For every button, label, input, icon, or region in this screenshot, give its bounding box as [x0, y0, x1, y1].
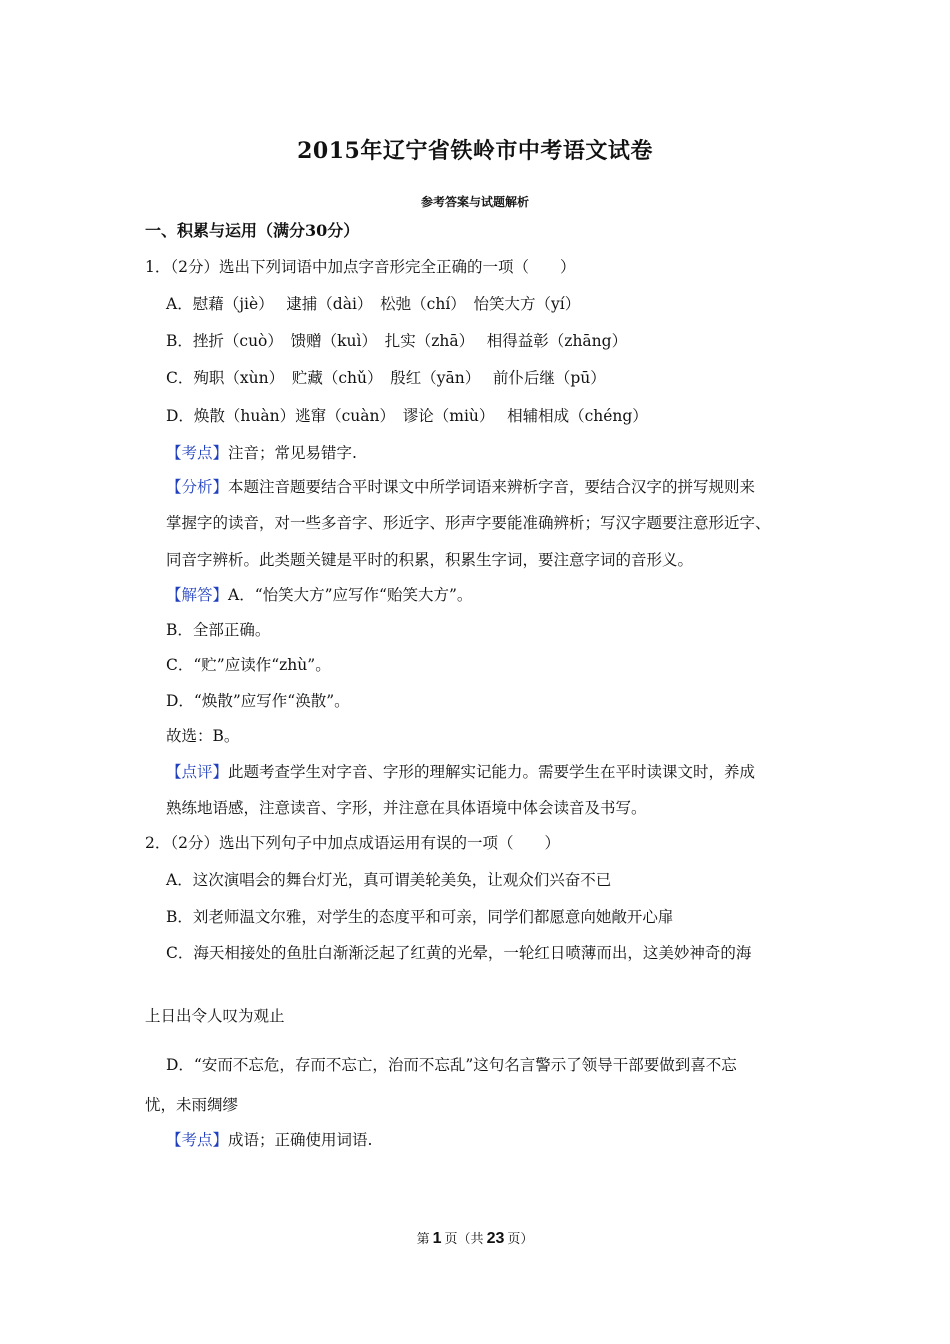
q1-jieda-line-1 [166, 585, 472, 605]
question-2-option-d-line-2: 忧，未雨绸缪 [145, 1096, 239, 1114]
q1-jieda-line-4: D．“焕散”应写作“涣散”。 [166, 692, 350, 710]
jieda-tag: 【解答】 [166, 586, 229, 604]
footer-suffix: 页） [507, 1232, 534, 1247]
question-2-option-c-line-1: C．海天相接处的鱼肚白渐渐泛起了红黄的光晕，一轮红日喷薄而出，这美妙神奇的海 [166, 944, 752, 962]
page-footer [0, 1228, 950, 1248]
question-1-option-b: B．挫折（cuò） 馈赠（kuì） 扎实（zhā） 相得益彰（zhāng） [166, 332, 628, 350]
question-1-stem: 1．（2分）选出下列词语中加点字音形完全正确的一项（ ） [145, 258, 576, 276]
kaodian-tag: 【考点】 [166, 1131, 229, 1149]
q1-fenxi-line-2: 掌握字的读音，对一些多音字、形近字、形声字要能准确辨析；写汉字题要注意形近字、 [166, 514, 771, 532]
question-2-option-b: B．刘老师温文尔雅，对学生的态度平和可亲，同学们都愿意向她敞开心扉 [166, 908, 674, 926]
question-2-stem: 2．（2分）选出下列句子中加点成语运用有误的一项（ ） [145, 834, 560, 852]
q1-dianping-line-1 [166, 762, 755, 782]
fenxi-text: 本题注音题要结合平时课文中所学词语来辨析字音，要结合汉字的拼写规则来 [228, 478, 756, 496]
page-subtitle: 参考答案与试题解析 [420, 195, 529, 209]
footer-page-number: 1 [432, 1230, 442, 1247]
question-2-option-d-line-1: D．“安而不忘危，存而不忘亡，治而不忘乱”这句名言警示了领导干部要做到喜不忘 [166, 1056, 737, 1074]
q1-dianping-line-2: 熟练地语感，注意读音、字形，并注意在具体语境中体会读音及书写。 [166, 799, 647, 817]
page-title: 2015年辽宁省铁岭市中考语文试卷 [297, 138, 653, 164]
question-1-option-a: A．慰藉（jiè） 逮捕（dài） 松弛（chí） 怡笑大方（yí） [166, 295, 581, 313]
jieda-text: A．“怡笑大方”应写作“贻笑大方”。 [228, 586, 473, 604]
q1-fenxi-line-3: 同音字辨析。此类题关键是平时的积累，积累生字词，要注意字词的音形义。 [166, 551, 694, 569]
q1-fenxi-line-1 [166, 477, 755, 497]
q1-kaodian [166, 443, 357, 463]
footer-mid: 页（共 [444, 1232, 484, 1247]
dianping-tag: 【点评】 [166, 763, 229, 781]
kaodian-text: 注音；常见易错字. [228, 444, 357, 462]
section-heading: 一、积累与运用（满分30分） [145, 221, 360, 240]
q2-kaodian [166, 1130, 372, 1150]
kaodian-text: 成语；正确使用词语. [228, 1131, 373, 1149]
footer-prefix: 第 [416, 1232, 430, 1247]
question-1-option-c: C．殉职（xùn） 贮藏（chǔ） 殷红（yān） 前仆后继（pū） [166, 369, 606, 387]
fenxi-tag: 【分析】 [166, 478, 229, 496]
dianping-text: 此题考查学生对字音、字形的理解实记能力。需要学生在平时读课文时，养成 [228, 763, 756, 781]
question-2-option-c-line-2: 上日出令人叹为观止 [145, 1007, 285, 1025]
q1-jieda-line-3: C．“贮”应读作“zhù”。 [166, 656, 331, 674]
q1-jieda-line-5: 故选：B。 [166, 727, 240, 745]
footer-total-pages: 23 [486, 1230, 505, 1247]
kaodian-tag: 【考点】 [166, 444, 229, 462]
question-1-option-d: D．焕散（huàn）逃窜（cuàn） 谬论（miù） 相辅相成（chéng） [166, 407, 648, 425]
q1-jieda-line-2: B．全部正确。 [166, 621, 271, 639]
question-2-option-a: A．这次演唱会的舞台灯光，真可谓美轮美奂，让观众们兴奋不已 [166, 871, 612, 889]
